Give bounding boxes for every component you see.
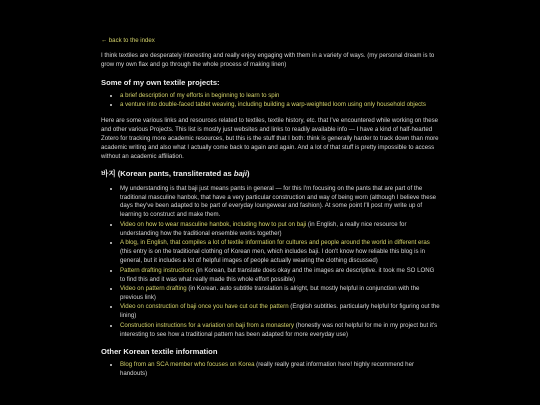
intro-paragraph: I think textiles are desperately interesting and really enjoy engaging with them in a variety of ways. (my personal dream is to grow my own flax and go through the whole process of making linen): [101, 51, 435, 68]
list-item: [120, 303, 441, 321]
baji-heading-korean: 바지: [101, 168, 116, 178]
back-to-index-link[interactable]: ← back to the index: [101, 37, 155, 44]
construction-video-link[interactable]: Video on construction of baji once you have cut out the pattern: [120, 303, 289, 311]
list-item-text: (in Korean, but translate does okay and the images are descriptive. it took me SO LONG to find this and it was what really made this whole effort possible): [120, 266, 435, 283]
list-item-text: (in English, a really nice resource for understanding how the traditional ensemble works together): [120, 220, 407, 237]
other-list: [101, 361, 441, 379]
spinning-link[interactable]: a brief description of my efforts in beginning to learn to spin: [120, 91, 280, 99]
list-item: [120, 185, 441, 221]
list-item-text: My understanding is that baji just means pants in general — for this I'm focusing on the pants that are part of the traditional masculine hanbok, that have a very particular construction and way of being worn (although I believe these days they've been adapted to be part of everyday loungewear and fashion). At some point I'll post my write up of learning to construct and make them.: [120, 184, 437, 219]
list-item-text: (English subtitles. particularly helpful for figuring out the lining): [120, 303, 440, 320]
other-info-heading: Other Korean textile information: [101, 346, 218, 356]
list-item: [120, 221, 441, 239]
baji-heading-post: ): [246, 168, 250, 178]
list-item: [120, 267, 441, 285]
pattern-video-link[interactable]: Video on pattern drafting: [120, 285, 187, 292]
list-item: [120, 92, 441, 101]
list-item-text: (this entry is on the traditional clothing of Korean men, which includes baji. I don't know how reliable this blog is in general, but it includes a lot of helpful images of people actually wearing the clothing discussed): [120, 248, 425, 265]
page-content: [101, 37, 441, 385]
list-item: [120, 285, 441, 303]
sca-blog-link[interactable]: Blog from an SCA member who focuses on Korea: [120, 360, 255, 368]
projects-heading: Some of my own textile projects:: [101, 77, 220, 87]
baji-heading: [101, 169, 441, 179]
textile-blog-link[interactable]: A blog, in English, that compiles a lot of textile information for cultures and people around the world in different eras: [120, 239, 430, 247]
projects-list: [101, 92, 441, 110]
list-item: [120, 361, 441, 379]
tablet-weaving-link[interactable]: a venture into double-faced tablet weaving, including building a warp-weighted loom using only household objects: [120, 101, 426, 109]
baji-heading-pre: (Korean pants, transliterated as: [115, 168, 234, 178]
baji-heading-em: baji: [233, 168, 247, 178]
list-item: [120, 322, 441, 340]
baji-list: [101, 185, 441, 340]
list-item-text: (really really great information here! highly recommend her handouts): [120, 360, 414, 377]
pattern-drafting-link[interactable]: Pattern drafting instructions: [120, 266, 195, 274]
resources-intro-paragraph: Here are some various links and resources related to textiles, textile history, etc. that I've encountered while working on these and other various Projects. This list is mostly just websites and links to readily available info — I have a kind of half-hearted Zotero for tracking more academic resources, but this is the stuff that I both: think is generally harder to track down than more academic writing and also what I actually come back to again and again. And a lot of that stuff is pretty impossible to access without an academic affiliation.: [101, 117, 439, 160]
hanbok-video-link[interactable]: Video on how to wear masculine hanbok, including how to put on baji: [120, 220, 307, 228]
list-item: [120, 239, 441, 266]
list-item-text: (honestly was not helpful for me in my project but it's interesting to see how a traditional pattern has been adapted for more everyday use): [120, 321, 438, 338]
monastery-instructions-link[interactable]: Construction instructions for a variation on baji from a monastery: [120, 321, 295, 329]
list-item: [120, 101, 441, 110]
list-item-text: (in Korean. auto subtitle translation is alright, but mostly helpful in conjunction with the previous link): [120, 285, 420, 301]
